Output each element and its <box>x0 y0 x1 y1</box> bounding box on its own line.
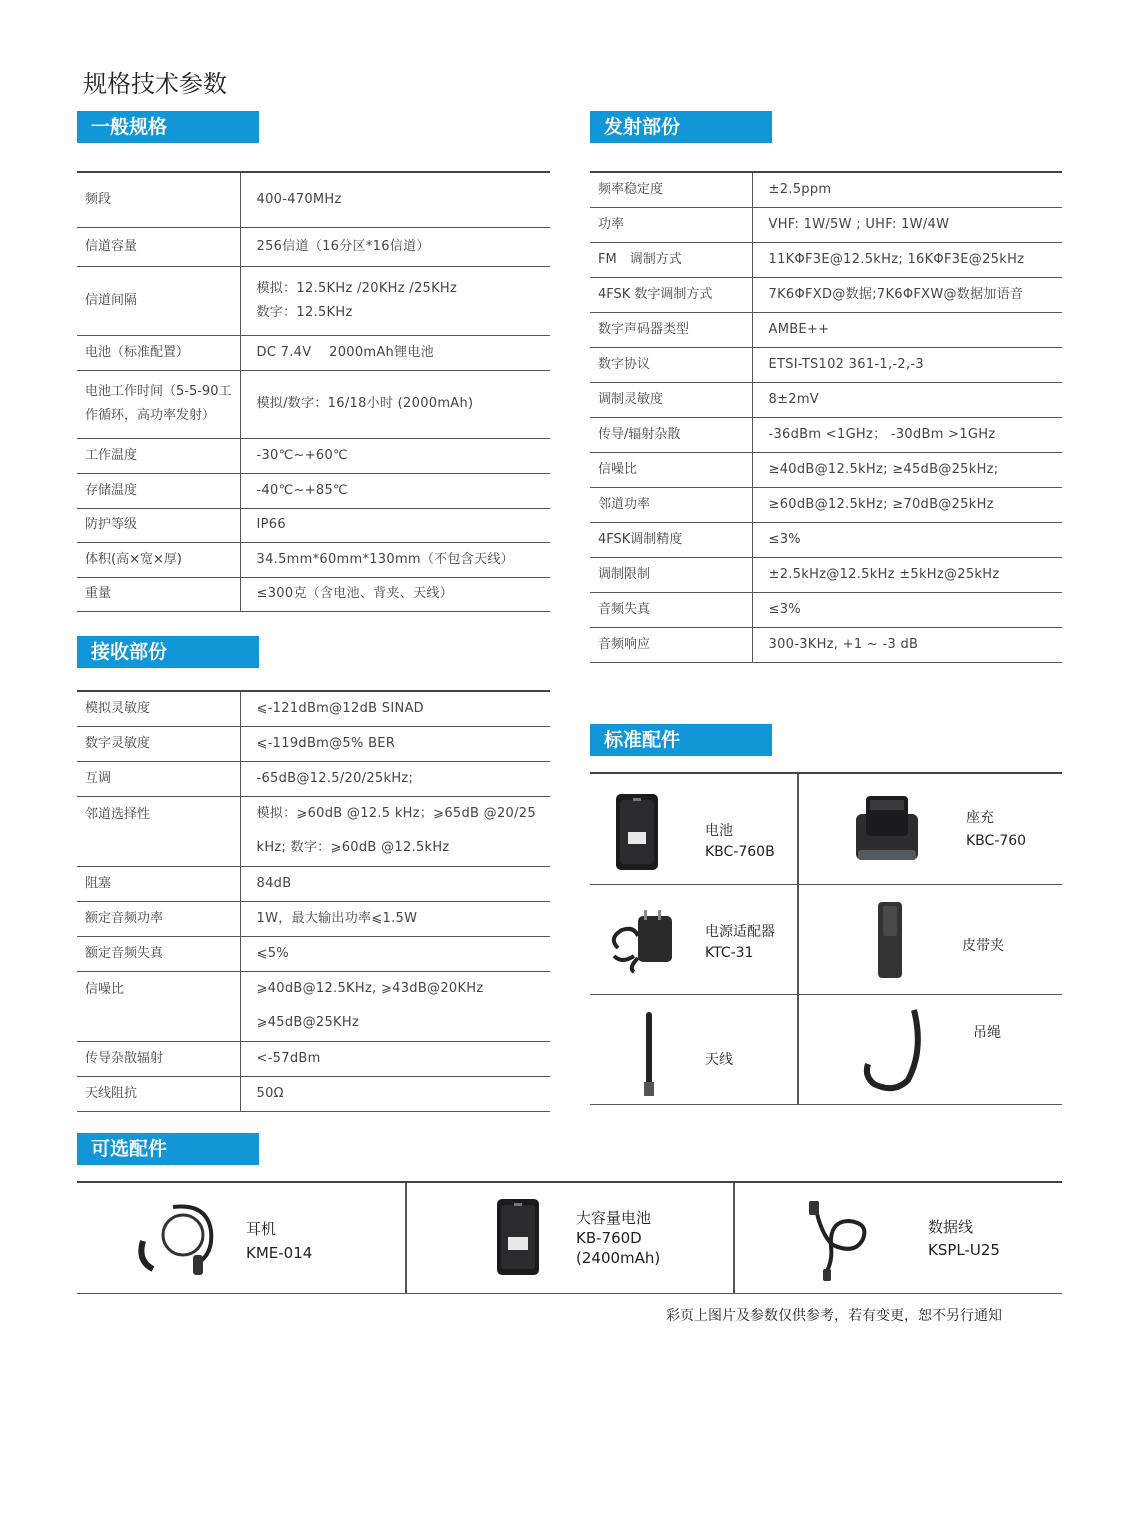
spec-value: ±2.5kHz@12.5kHz ±5kHz@25kHz <box>752 557 1062 592</box>
table-row <box>77 266 550 335</box>
charger-icon <box>852 792 922 864</box>
general-spec-table <box>77 171 550 612</box>
table-row <box>77 971 550 1041</box>
accessory-label: 电池 KBC-760B <box>705 823 775 860</box>
table-row <box>590 277 1062 312</box>
table-row <box>77 473 550 508</box>
spec-key: 数字灵敏度 <box>77 726 240 761</box>
accessory-label: 电源适配器 KTC-31 <box>705 924 775 961</box>
spec-key: 信噪比 <box>77 971 240 1041</box>
spec-value: ⩽-121dBm@12dB SINAD <box>240 691 550 726</box>
column-divider <box>797 774 799 1105</box>
table-row <box>77 508 550 542</box>
table-row <box>77 172 550 227</box>
spec-key: 邻道功率 <box>590 487 752 522</box>
spec-value: 模拟：12.5KHz /20KHz /25KHz 数字：12.5KHz <box>240 266 550 335</box>
table-row <box>590 487 1062 522</box>
column-divider <box>405 1183 407 1294</box>
spec-value: 1W，最大输出功率⩽1.5W <box>240 901 550 936</box>
spec-value: 400-470MHz <box>240 172 550 227</box>
spec-key: 数字声码器类型 <box>590 312 752 347</box>
spec-value: 11KΦF3E@12.5kHz; 16KΦF3E@25kHz <box>752 242 1062 277</box>
spec-key: 数字协议 <box>590 347 752 382</box>
table-row <box>77 866 550 901</box>
accessory-label: 吊绳 <box>973 1025 1001 1041</box>
optional-accessories-heading: 可选配件 <box>77 1133 259 1165</box>
spec-key: 频率稳定度 <box>590 172 752 207</box>
spec-value: -30℃~+60℃ <box>240 438 550 473</box>
table-row <box>77 691 550 726</box>
table-row <box>590 207 1062 242</box>
spec-key: 频段 <box>77 172 240 227</box>
accessory-label: 天线 <box>705 1052 733 1068</box>
table-row <box>590 452 1062 487</box>
spec-value: ≤300克（含电池、背夹、天线） <box>240 577 550 611</box>
accessory-label: 数据线 KSPL-U25 <box>928 1218 1000 1259</box>
battery-icon <box>614 792 662 872</box>
spec-key: 4FSK 数字调制方式 <box>590 277 752 312</box>
page-title: 规格技术参数 <box>83 70 227 98</box>
spec-value: DC 7.4V 2000mAh锂电池 <box>240 335 550 370</box>
spec-value: VHF: 1W/5W ; UHF: 1W/4W <box>752 207 1062 242</box>
spec-key: 额定音频功率 <box>77 901 240 936</box>
receive-spec-heading: 接收部份 <box>77 636 259 668</box>
table-row <box>77 901 550 936</box>
spec-key: 工作温度 <box>77 438 240 473</box>
spec-key: 阻塞 <box>77 866 240 901</box>
spec-value: 34.5mm*60mm*130mm（不包含天线） <box>240 542 550 577</box>
accessory-label: 耳机 KME-014 <box>246 1220 313 1262</box>
spec-value: 256信道（16分区*16信道） <box>240 227 550 266</box>
spec-value: IP66 <box>240 508 550 542</box>
transmit-spec-table <box>590 171 1062 663</box>
table-row <box>77 796 550 866</box>
spec-value: 84dB <box>240 866 550 901</box>
spec-key: 额定音频失真 <box>77 936 240 971</box>
general-spec-heading: 一般规格 <box>77 111 259 143</box>
spec-value: 300-3KHz, +1 ~ -3 dB <box>752 627 1062 662</box>
large-battery-icon <box>495 1197 541 1277</box>
table-row <box>77 726 550 761</box>
spec-value: ≤3% <box>752 592 1062 627</box>
data-cable-icon <box>805 1199 869 1283</box>
table-row <box>77 936 550 971</box>
table-row <box>77 335 550 370</box>
table-row <box>590 592 1062 627</box>
spec-key: 互调 <box>77 761 240 796</box>
table-row <box>590 522 1062 557</box>
spec-value: -65dB@12.5/20/25kHz; <box>240 761 550 796</box>
spec-value: 7K6ΦFXD@数据;7K6ΦFXW@数据加语音 <box>752 277 1062 312</box>
spec-value: ≤3% <box>752 522 1062 557</box>
spec-key: 功率 <box>590 207 752 242</box>
spec-value: 模拟：⩾60dB @12.5 kHz；⩾65dB @20/25 kHz; 数字：⩾60dB @12.5kHz <box>240 796 550 866</box>
transmit-spec-heading: 发射部份 <box>590 111 772 143</box>
spec-value: ≥40dB@12.5kHz; ≥45dB@25kHz; <box>752 452 1062 487</box>
spec-value: -36dBm <1GHz； -30dBm >1GHz <box>752 417 1062 452</box>
column-divider <box>733 1183 735 1294</box>
spec-key: 调制灵敏度 <box>590 382 752 417</box>
spec-key: 信道容量 <box>77 227 240 266</box>
spec-key: 音频失真 <box>590 592 752 627</box>
spec-key: 传导/辐射杂散 <box>590 417 752 452</box>
table-row <box>590 312 1062 347</box>
table-row <box>590 242 1062 277</box>
table-row <box>77 438 550 473</box>
table-row <box>590 382 1062 417</box>
spec-key: 存储温度 <box>77 473 240 508</box>
standard-accessories-grid <box>590 772 1062 1105</box>
spec-key: 传导杂散辐射 <box>77 1041 240 1076</box>
spec-key: 重量 <box>77 577 240 611</box>
table-row <box>590 172 1062 207</box>
earphone-icon <box>133 1201 217 1281</box>
table-row <box>77 227 550 266</box>
spec-value: 8±2mV <box>752 382 1062 417</box>
accessory-row <box>590 995 1062 1105</box>
spec-key: 音频响应 <box>590 627 752 662</box>
spec-key: 4FSK调制精度 <box>590 522 752 557</box>
spec-value: <-57dBm <box>240 1041 550 1076</box>
table-row <box>77 1041 550 1076</box>
adapter-icon <box>608 908 678 974</box>
spec-key: 防护等级 <box>77 508 240 542</box>
spec-key: 信噪比 <box>590 452 752 487</box>
spec-value: ETSI-TS102 361-1,-2,-3 <box>752 347 1062 382</box>
spec-value: ⩾40dB@12.5KHz, ⩾43dB@20KHz ⩾45dB@25KHz <box>240 971 550 1041</box>
standard-accessories-heading: 标准配件 <box>590 724 772 756</box>
spec-key: 信道间隔 <box>77 266 240 335</box>
table-row <box>77 542 550 577</box>
footer-note: 彩页上图片及参数仅供参考，若有变更，恕不另行通知 <box>666 1308 1002 1324</box>
spec-key: 体积(高×宽×厚) <box>77 542 240 577</box>
table-row <box>77 761 550 796</box>
receive-spec-table <box>77 690 550 1112</box>
spec-key: 电池工作时间（5-5-90工作循环，高功率发射） <box>77 370 240 438</box>
table-row <box>590 627 1062 662</box>
spec-key: FM 调制方式 <box>590 242 752 277</box>
spec-value: ⩽5% <box>240 936 550 971</box>
optional-accessories-grid <box>77 1181 1062 1294</box>
table-row <box>590 347 1062 382</box>
accessory-label: 大容量电池 KB-760D (2400mAh) <box>576 1209 661 1267</box>
spec-value: 模拟/数字：16/18小时 (2000mAh) <box>240 370 550 438</box>
table-row <box>77 1076 550 1111</box>
spec-value: ≥60dB@12.5kHz; ≥70dB@25kHz <box>752 487 1062 522</box>
spec-value: 50Ω <box>240 1076 550 1111</box>
belt-clip-icon <box>874 900 906 980</box>
table-row <box>590 417 1062 452</box>
spec-key: 调制限制 <box>590 557 752 592</box>
spec-value: -40℃~+85℃ <box>240 473 550 508</box>
table-row <box>77 370 550 438</box>
accessory-label: 皮带夹 <box>962 938 1004 954</box>
lanyard-icon <box>858 1006 928 1096</box>
accessory-label: 座充 KBC-760 <box>966 810 1027 849</box>
spec-value: ±2.5ppm <box>752 172 1062 207</box>
spec-key: 电池（标准配置） <box>77 335 240 370</box>
table-row <box>590 557 1062 592</box>
spec-key: 天线阻抗 <box>77 1076 240 1111</box>
spec-key: 模拟灵敏度 <box>77 691 240 726</box>
spec-value: AMBE++ <box>752 312 1062 347</box>
spec-value: ⩽-119dBm@5% BER <box>240 726 550 761</box>
table-row <box>77 577 550 611</box>
spec-key: 邻道选择性 <box>77 796 240 866</box>
accessory-row <box>77 1183 1062 1294</box>
antenna-icon <box>640 1010 658 1100</box>
